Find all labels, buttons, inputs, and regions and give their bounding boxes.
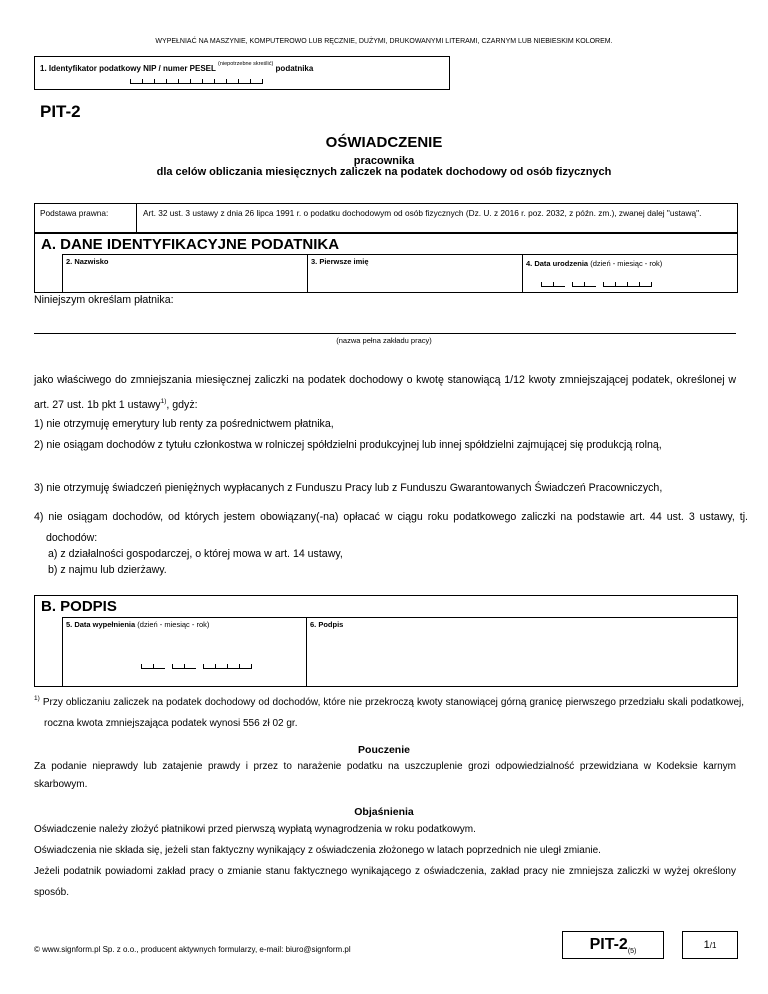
- footer-form-code: PIT-$2_{(5)}$: [562, 931, 664, 959]
- footnote: $^{1)}$ Przy obliczaniu zaliczek na podatek dochodowy od dochodów, które nie przekroczą kwoty stanowiącej górną granicę pierwszego przedziału skali podatkowej, roczna kwota zmniejszająca podatek wynosi 556 zł 02 gr.: [34, 695, 744, 729]
- item-1: 1) nie otrzymuję emerytury lub renty za pośrednictwem płatnika,: [34, 418, 334, 430]
- first-name-field[interactable]: [307, 254, 523, 293]
- surname-field[interactable]: [62, 254, 308, 293]
- first-name-label: 3. Pierwsze imię: [311, 257, 369, 266]
- employer-name-line[interactable]: [34, 333, 736, 334]
- legal-basis-text: Art. 32 ust. 3 ustawy z dnia 26 lipca 1991 r. o podatku dochodowym od osób fizycznych (Dz. U. z 2016 r. poz. 2032, z późn. zm.), zwanej dalej "ustawą".: [143, 208, 702, 218]
- pouczenie-heading: Pouczenie: [358, 744, 410, 756]
- form-subtitle-2: dla celów obliczania miesięcznych zaliczek na podatek dochodowy od osób fizycznych: [156, 166, 612, 178]
- signature-label: 6. Podpis: [310, 620, 344, 629]
- birth-date-label: 4. Data urodzenia (dzień - miesiąc - rok): [526, 259, 663, 268]
- objasnienia-3: Jeżeli podatnik powiadomi zakład pracy o zmianie stanu faktycznego wynikającego z oświadczenia, zakład pracy nie zmniejsza zaliczki w wyżej określony sposób.: [34, 866, 736, 898]
- fill-date-cells: [141, 664, 252, 669]
- fill-date-field[interactable]: [62, 617, 307, 687]
- pouczenie-text: Za podanie nieprawdy lub zatajenie prawdy i przez to narażenie podatku na uszczuplenie grozi odpowiedzialność przewidziana w Kodeksie karnym skarbowym.: [34, 761, 736, 790]
- objasnienia-1: Oświadczenie należy złożyć płatnikowi przed pierwszą wypłatą wynagrodzenia w roku podatkowym.: [34, 824, 476, 835]
- form-code: PIT-2: [40, 102, 81, 121]
- section-a-heading: A. DANE IDENTYFIKACYJNE PODATNIKA: [41, 236, 340, 253]
- page-number: 1/1: [682, 931, 738, 959]
- section-a: [34, 233, 738, 293]
- birth-date-cells: [541, 282, 652, 287]
- objasnienia-heading: Objaśnienia: [354, 806, 414, 818]
- fill-date-label: 5. Data wypełnienia (dzień - miesiąc - rok): [66, 620, 210, 629]
- item-3: 3) nie otrzymuję świadczeń pieniężnych wypłacanych z Funduszu Pracy lub z Funduszu Gwarantowanych Świadczeń Pracowniczych,: [34, 482, 663, 494]
- employer-intro: Niniejszym określam płatnika:: [34, 294, 174, 306]
- divider: [136, 204, 137, 232]
- declaration-text: jako właściwego do zmniejszania miesięcznej zaliczki na podatek dochodowy o kwotę stanowiącą 1/12 kwoty zmniejszającej podatek, określonej w art. 27 ust. 1b pkt 1 ustawy$^{1)}$, gdyż:: [34, 374, 736, 411]
- legal-basis-box: [34, 203, 738, 233]
- subitem-a: a) z działalności gospodarczej, o której mowa w art. 14 ustawy,: [48, 548, 343, 560]
- surname-label: 2. Nazwisko: [66, 257, 109, 266]
- legal-basis-label: Podstawa prawna:: [40, 208, 109, 218]
- nip-pesel-field[interactable]: [34, 56, 450, 90]
- form-title: OŚWIADCZENIE: [325, 134, 443, 151]
- fill-instruction: WYPEŁNIAĆ NA MASZYNIE, KOMPUTEROWO LUB RĘCZNIE, DUŻYMI, DRUKOWANYMI LITERAMI, CZARNYM LUB NIEBIESKIM KOLOREM.: [155, 38, 613, 45]
- footer-credit: © www.signform.pl Sp. z o.o., producent aktywnych formularzy, e-mail: biuro@signform.pl: [34, 945, 351, 954]
- nip-pesel-label: 1. Identyfikator podatkowy NIP / numer PESEL $^{(niepotrzebne skreślić)}$ podatnika: [40, 61, 314, 73]
- employer-caption: (nazwa pełna zakładu pracy): [336, 336, 432, 345]
- subitem-b: b) z najmu lub dzierżawy.: [48, 564, 167, 576]
- section-b-heading: B. PODPIS: [41, 598, 117, 615]
- signature-field[interactable]: [306, 617, 738, 687]
- item-2: 2) nie osiągam dochodów z tytułu członkostwa w rolniczej spółdzielni produkcyjnej lub innej spółdzielni zajmującej się produkcją rolną,: [34, 439, 662, 451]
- section-b: [34, 595, 738, 687]
- item-4: 4) nie osiągam dochodów, od których jestem obowiązany(-na) opłacać w ciągu roku podatkowego zaliczki na podstawie art. 44 ust. 3 ustawy, tj. dochodów:: [34, 511, 748, 544]
- objasnienia-2: Oświadczenia nie składa się, jeżeli stan faktyczny wynikający z oświadczenia złożonego w latach poprzednich nie uległ zmianie.: [34, 845, 601, 856]
- birth-date-field[interactable]: [522, 254, 738, 293]
- nip-digit-cells: [130, 79, 263, 84]
- form-subtitle-1: pracownika: [353, 155, 415, 167]
